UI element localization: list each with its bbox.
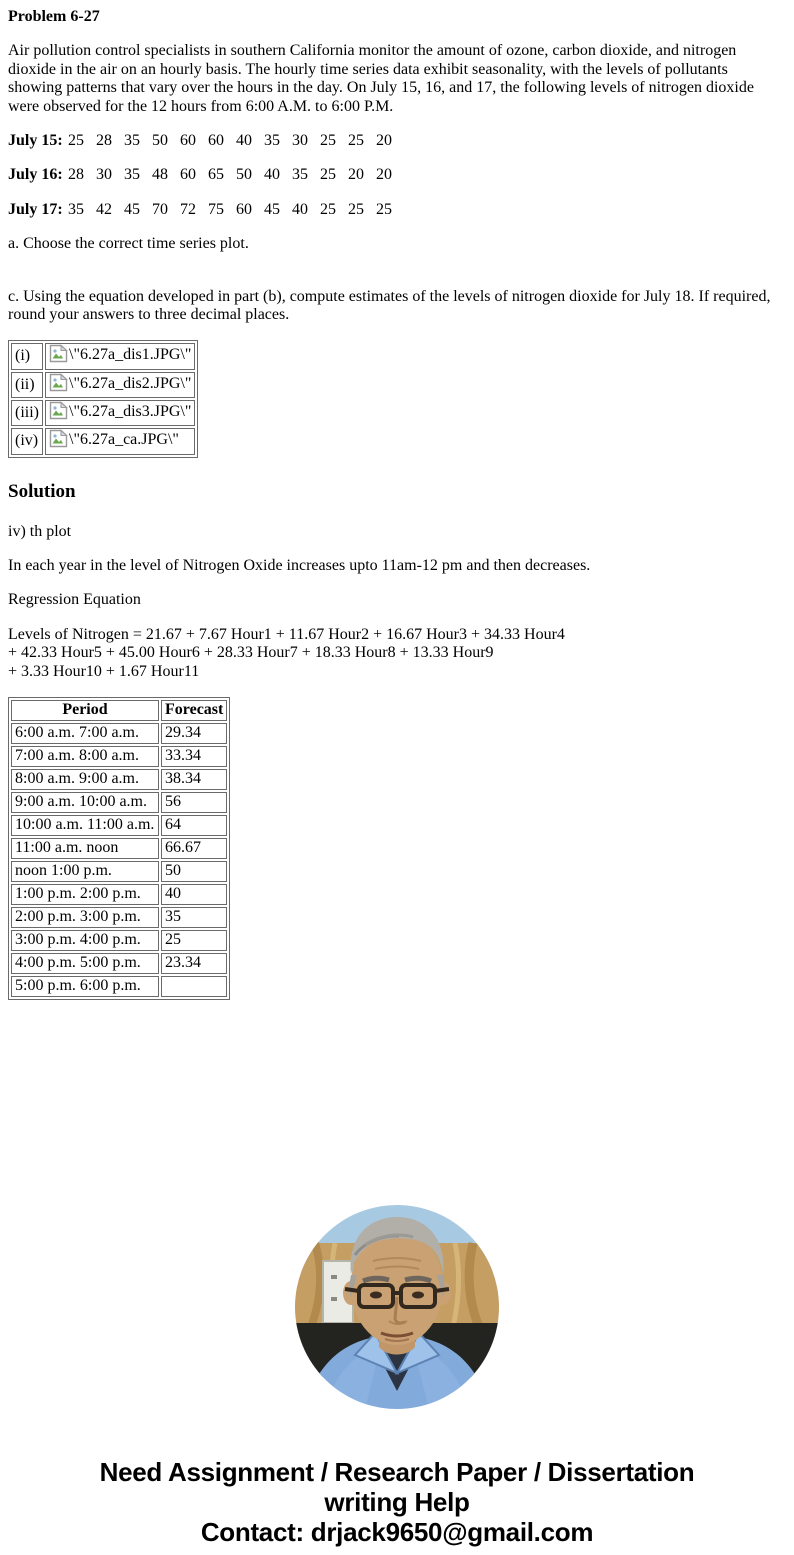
option-label: (i) [11,343,43,369]
equation-line: + 3.33 Hour10 + 1.67 Hour11 [8,662,200,680]
forecast-cell: 33.34 [161,746,227,767]
period-cell: 7:00 a.m. 8:00 a.m. [11,746,159,767]
series-value: 60 [180,166,196,184]
help-text-line: writing Help [324,1487,470,1518]
period-cell: 4:00 p.m. 5:00 p.m. [11,953,159,974]
broken-image-icon [49,401,68,425]
series-value: 40 [292,200,308,218]
table-row [11,838,227,859]
series-value: 70 [152,200,168,218]
period-cell: 5:00 p.m. 6:00 p.m. [11,976,159,997]
series-value: 40 [236,131,252,149]
series-row [8,132,786,150]
option-row [11,372,195,398]
series-value: 75 [208,200,224,218]
series-value: 35 [124,166,140,184]
series-value: 25 [320,200,336,218]
portrait-illustration [295,1205,499,1409]
period-cell: noon 1:00 p.m. [11,861,159,882]
forecast-table [8,697,230,1000]
problem-title: Problem 6-27 [8,8,100,25]
regression-label: Regression Equation [8,591,141,609]
forecast-cell: 40 [161,884,227,905]
table-row [11,953,227,974]
series-value: 20 [376,131,392,149]
option-row [11,343,195,369]
table-row [11,907,227,928]
image-alt-text: \"6.27a_ca.JPG\" [69,431,179,449]
equation-line: Levels of Nitrogen = 21.67 + 7.67 Hour1 + 11.67 Hour2 + 16.67 Hour3 + 34.33 Hour4 [8,625,565,643]
tutor-portrait-photo [295,1205,499,1409]
image-alt-text: \"6.27a_dis1.JPG\" [69,346,192,364]
part-c-text: c. Using the equation developed in part (b), compute estimates of the levels of nitrogen dioxide for July 18. If required, round your answers to three decimal places. [8,287,771,323]
series-value: 20 [376,166,392,184]
series-value: 60 [180,131,196,149]
period-cell: 2:00 p.m. 3:00 p.m. [11,907,159,928]
table-row [11,746,227,767]
solution-answer: iv) th plot [8,522,72,540]
table-row [11,861,227,882]
forecast-cell: 50 [161,861,227,882]
series-value: 50 [236,166,252,184]
forecast-cell: 56 [161,792,227,813]
solution-heading: Solution [8,480,76,502]
option-label: (ii) [11,372,43,398]
table-row [11,792,227,813]
period-cell: 1:00 p.m. 2:00 p.m. [11,884,159,905]
period-cell: 10:00 a.m. 11:00 a.m. [11,815,159,836]
forecast-cell: 23.34 [161,953,227,974]
series-label: July 17: [8,200,63,218]
series-value: 35 [124,131,140,149]
solution-observation: In each year in the level of Nitrogen Oxide increases upto 11am-12 pm and then decreases. [8,557,591,575]
broken-image-icon [49,344,68,368]
series-value: 25 [348,200,364,218]
series-value: 60 [208,131,224,149]
pollutant-series [8,132,786,219]
series-value: 45 [264,200,280,218]
option-row [11,428,195,454]
series-row [8,201,786,219]
series-value: 42 [96,200,112,218]
option-label: (iii) [11,400,43,426]
series-value: 50 [152,131,168,149]
series-value: 35 [264,131,280,149]
table-row [11,815,227,836]
period-cell: 3:00 p.m. 4:00 p.m. [11,930,159,951]
series-value: 20 [348,166,364,184]
table-row [11,930,227,951]
series-value: 30 [96,166,112,184]
series-value: 60 [236,200,252,218]
series-row [8,166,786,184]
series-value: 40 [264,166,280,184]
regression-equation [8,626,786,681]
option-image-cell [45,428,195,454]
series-label: July 15: [8,131,63,149]
footer-help-text [8,1457,786,1547]
forecast-cell: 35 [161,907,227,928]
image-alt-text: \"6.27a_dis3.JPG\" [69,403,192,421]
part-a-text: a. Choose the correct time series plot. [8,235,249,253]
problem-intro: Air pollution control specialists in southern California monitor the amount of ozone, carbon dioxide, and nitrogen dioxide in the air on an hourly basis. The hourly time series data exhibit seasonality, with the levels of pollutants showing patterns that vary over the hours in the day. On July 15, 16, and 17, the following levels of nitrogen dioxide were observed for the 12 hours from 6:00 A.M. to 6:00 P.M. [8,42,754,115]
period-cell: 9:00 a.m. 10:00 a.m. [11,792,159,813]
forecast-cell [161,976,227,997]
series-value: 30 [292,131,308,149]
forecast-cell: 66.67 [161,838,227,859]
series-value: 35 [292,166,308,184]
image-alt-text: \"6.27a_dis2.JPG\" [69,374,192,392]
series-value: 25 [348,131,364,149]
forecast-header-period: Period [11,700,159,721]
series-value: 35 [68,200,84,218]
broken-image-icon [49,373,68,397]
table-row [11,769,227,790]
option-image-cell [45,343,195,369]
equation-line: + 42.33 Hour5 + 45.00 Hour6 + 28.33 Hour7 + 18.33 Hour8 + 13.33 Hour9 [8,644,494,662]
series-value: 72 [180,200,196,218]
table-row [11,884,227,905]
period-cell: 8:00 a.m. 9:00 a.m. [11,769,159,790]
period-cell: 6:00 a.m. 7:00 a.m. [11,723,159,744]
series-value: 28 [96,131,112,149]
table-row [11,723,227,744]
option-row [11,400,195,426]
table-row [11,976,227,997]
contact-email-line: Contact: drjack9650@gmail.com [200,1517,594,1548]
series-value: 45 [124,200,140,218]
option-label: (iv) [11,428,43,454]
help-text-line: Need Assignment / Research Paper / Dissertation [99,1457,695,1488]
series-value: 48 [152,166,168,184]
series-value: 25 [320,131,336,149]
forecast-cell: 29.34 [161,723,227,744]
plot-options-table [8,340,198,458]
series-value: 25 [320,166,336,184]
series-value: 28 [68,166,84,184]
forecast-header-row [11,700,227,721]
forecast-cell: 38.34 [161,769,227,790]
period-cell: 11:00 a.m. noon [11,838,159,859]
series-value: 25 [68,131,84,149]
series-value: 25 [376,200,392,218]
option-image-cell [45,372,195,398]
forecast-cell: 64 [161,815,227,836]
option-image-cell [45,400,195,426]
series-label: July 16: [8,166,63,184]
forecast-cell: 25 [161,930,227,951]
broken-image-icon [49,429,68,453]
series-value: 65 [208,166,224,184]
forecast-header-forecast: Forecast [161,700,227,721]
